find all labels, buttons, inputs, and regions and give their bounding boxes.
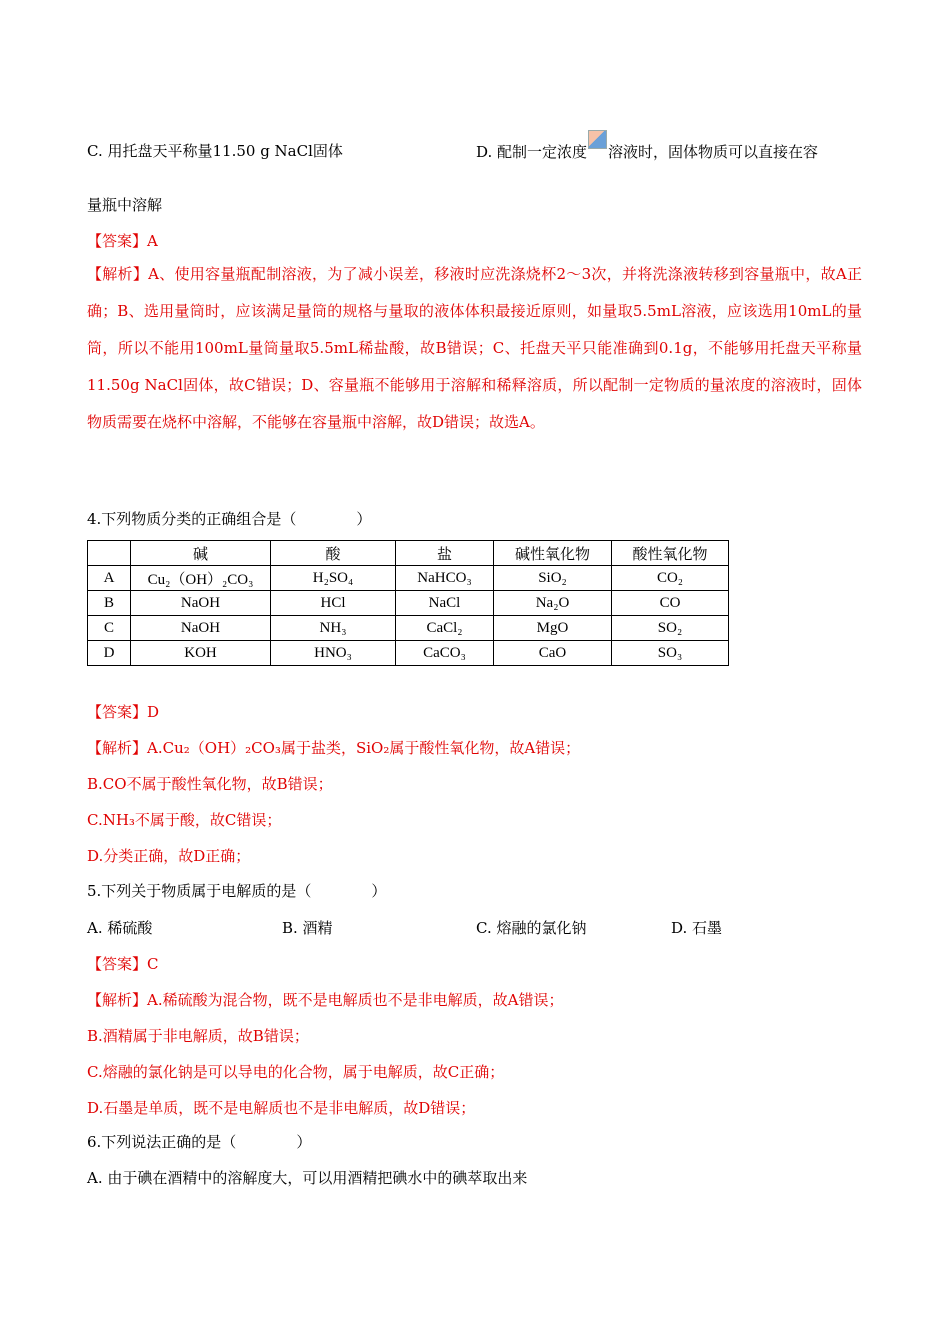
q4-analysis-line	[87, 737, 580, 758]
answer-label: 【答案】	[87, 955, 148, 973]
analysis-label: 【解析】	[87, 739, 148, 757]
table-cell: D	[88, 641, 131, 666]
q5-analysis-line: C.熔融的氯化钠是可以导电的化合物，属于电解质，故C正确；	[87, 1063, 505, 1081]
q5-answer	[87, 953, 159, 974]
answer-label: 【答案】	[87, 703, 148, 721]
table-header-cell: 盐	[396, 541, 494, 566]
classification-table	[87, 540, 729, 666]
q4-analysis-line: D.分类正确，故D正确；	[87, 847, 251, 865]
table-header-cell: 碱性氧化物	[494, 541, 612, 566]
q4-answer	[87, 701, 159, 722]
analysis-label: 【解析】	[87, 991, 148, 1009]
table-cell: A	[88, 566, 131, 591]
table-cell: NaCl	[396, 591, 494, 616]
table-header-cell: 酸	[271, 541, 396, 566]
table-cell: NaOH	[131, 616, 271, 641]
answer-value: D	[147, 703, 160, 721]
table-cell: SO₃	[612, 641, 729, 666]
table-cell: SiO₂	[494, 566, 612, 591]
table-cell: H₂SO₄	[271, 566, 396, 591]
analysis-label: 【解析】	[87, 265, 149, 283]
table-header-cell: 碱	[131, 541, 271, 566]
table-row	[88, 641, 729, 666]
answer-value: A	[147, 232, 158, 250]
table-cell: HCl	[271, 591, 396, 616]
q3-option-d-before: D. 配制一定浓度	[476, 143, 588, 161]
table-cell: SO₂	[612, 616, 729, 641]
table-cell: KOH	[131, 641, 271, 666]
table-cell: HNO₃	[271, 641, 396, 666]
table-header-row	[88, 541, 729, 566]
table-cell: NH₃	[271, 616, 396, 641]
q5-option-b: B. 酒精	[282, 919, 333, 937]
q3-analysis	[87, 256, 862, 441]
table-header-cell	[88, 541, 131, 566]
table-cell: NaHCO₃	[396, 566, 494, 591]
q4-question: 4.下列物质分类的正确组合是（ ）	[87, 510, 372, 528]
q4-analysis-line: C.NH₃不属于酸，故C错误；	[87, 811, 282, 829]
answer-label: 【答案】	[87, 232, 148, 250]
table-cell: CO₂	[612, 566, 729, 591]
q5-analysis-line: B.酒精属于非电解质，故B错误；	[87, 1027, 309, 1045]
analysis-text: A.稀硫酸为混合物，既不是电解质也不是非电解质，故A错误；	[147, 991, 564, 1009]
answer-value: C	[147, 955, 159, 973]
q3-option-d-continued: 量瓶中溶解	[87, 196, 163, 214]
table-row	[88, 616, 729, 641]
broken-image-icon	[588, 130, 607, 149]
table-cell: B	[88, 591, 131, 616]
table-cell: MgO	[494, 616, 612, 641]
q5-option-a: A. 稀硫酸	[87, 919, 153, 937]
q6-option-a: A. 由于碘在酒精中的溶解度大，可以用酒精把碘水中的碘萃取出来	[87, 1169, 528, 1187]
table-row	[88, 566, 729, 591]
q3-option-c: C. 用托盘天平称量11.50 g NaCl固体	[87, 142, 343, 160]
table-header-cell: 酸性氧化物	[612, 541, 729, 566]
table-cell: C	[88, 616, 131, 641]
q5-option-d: D. 石墨	[671, 919, 723, 937]
table-cell: NaOH	[131, 591, 271, 616]
table-cell: Na₂O	[494, 591, 612, 616]
q3-option-d	[476, 140, 818, 162]
analysis-text: A.Cu₂（OH）₂CO₃属于盐类，SiO₂属于酸性氧化物，故A错误；	[147, 739, 581, 757]
table-cell: Cu₂（OH）₂CO₃	[131, 566, 271, 591]
q3-option-d-after: 溶液时，固体物质可以直接在容	[608, 143, 819, 161]
q5-analysis-line: D.石墨是单质，既不是电解质也不是非电解质，故D错误；	[87, 1099, 476, 1117]
q5-analysis-line	[87, 989, 563, 1010]
table-cell: CaCO₃	[396, 641, 494, 666]
table-cell: CaO	[494, 641, 612, 666]
analysis-text: A、使用容量瓶配制溶液，为了减小误差，移液时应洗涤烧杯2～3次，并将洗涤液转移到容量瓶中，故A正确；B、选用量筒时，应该满足量筒的规格与量取的液体体积最接近原则，如量取5.5mL溶液，应该选用10mL的量筒，所以不能用100mL量筒量取5.5mL稀盐酸，故B错误；C、托盘天平只能准确到0.1g，不能够用托盘天平称量11.50g NaCl固体，故C错误；D、容量瓶不能够用于溶解和稀释溶质，所以配制一定物质的量浓度的溶液时，固体物质需要在烧杯中溶解，不能够在容量瓶中溶解，故D错误；故选A。	[87, 265, 862, 431]
q6-question: 6.下列说法正确的是（ ）	[87, 1133, 312, 1151]
table-cell: CO	[612, 591, 729, 616]
q4-analysis-line: B.CO不属于酸性氧化物，故B错误；	[87, 775, 333, 793]
table-cell: CaCl₂	[396, 616, 494, 641]
table-row	[88, 591, 729, 616]
q5-question: 5.下列关于物质属于电解质的是（ ）	[87, 882, 387, 900]
q3-answer	[87, 230, 158, 251]
q5-option-c: C. 熔融的氯化钠	[476, 919, 587, 937]
